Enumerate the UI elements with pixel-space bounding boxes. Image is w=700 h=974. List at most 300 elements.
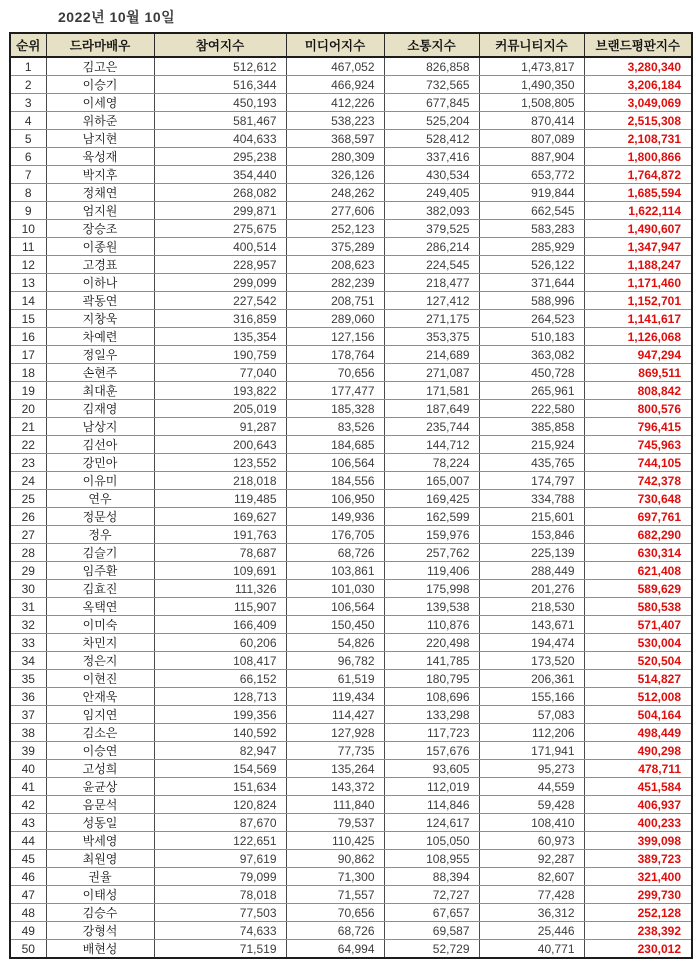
table-row: [10, 562, 692, 580]
community-index-cell: 82,607: [479, 868, 584, 886]
community-index-cell: 662,545: [479, 202, 584, 220]
header-row: [10, 33, 692, 57]
actor-name-cell: 연우: [46, 490, 154, 508]
actor-name-cell: 옥택연: [46, 598, 154, 616]
brand-reputation-index-cell: 1,685,594: [584, 184, 692, 202]
community-index-cell: 173,520: [479, 652, 584, 670]
communication-index-cell: 218,477: [384, 274, 479, 292]
rank-cell: 10: [10, 220, 46, 238]
table-row: [10, 130, 692, 148]
participation-index-cell: 123,552: [154, 454, 286, 472]
actor-name-cell: 손현주: [46, 364, 154, 382]
actor-name-cell: 김선아: [46, 436, 154, 454]
table-row: [10, 112, 692, 130]
table-row: [10, 922, 692, 940]
communication-index-cell: 732,565: [384, 76, 479, 94]
table-row: [10, 940, 692, 959]
participation-index-cell: 512,612: [154, 57, 286, 76]
rank-cell: 15: [10, 310, 46, 328]
media-index-cell: 150,450: [286, 616, 384, 634]
actor-name-cell: 이승연: [46, 742, 154, 760]
table-row: [10, 778, 692, 796]
community-index-cell: 57,083: [479, 706, 584, 724]
table-row: [10, 292, 692, 310]
rank-cell: 34: [10, 652, 46, 670]
table-row: [10, 706, 692, 724]
rank-cell: 29: [10, 562, 46, 580]
participation-index-cell: 190,759: [154, 346, 286, 364]
table-row: [10, 436, 692, 454]
rank-cell: 16: [10, 328, 46, 346]
table-row: [10, 57, 692, 76]
rank-cell: 6: [10, 148, 46, 166]
media-index-cell: 375,289: [286, 238, 384, 256]
participation-index-cell: 450,193: [154, 94, 286, 112]
brand-reputation-index-cell: 869,511: [584, 364, 692, 382]
rank-cell: 18: [10, 364, 46, 382]
communication-index-cell: 235,744: [384, 418, 479, 436]
community-index-cell: 363,082: [479, 346, 584, 364]
table-row: [10, 904, 692, 922]
media-index-cell: 143,372: [286, 778, 384, 796]
media-index-cell: 68,726: [286, 922, 384, 940]
table-row: [10, 310, 692, 328]
actor-name-cell: 정우: [46, 526, 154, 544]
brand-reputation-index-cell: 520,504: [584, 652, 692, 670]
actor-name-cell: 김슬기: [46, 544, 154, 562]
actor-name-cell: 남상지: [46, 418, 154, 436]
media-index-cell: 64,994: [286, 940, 384, 959]
communication-index-cell: 224,545: [384, 256, 479, 274]
media-index-cell: 106,950: [286, 490, 384, 508]
community-index-cell: 95,273: [479, 760, 584, 778]
actor-name-cell: 김승수: [46, 904, 154, 922]
media-index-cell: 149,936: [286, 508, 384, 526]
media-index-cell: 106,564: [286, 454, 384, 472]
community-index-cell: 807,089: [479, 130, 584, 148]
communication-index-cell: 105,050: [384, 832, 479, 850]
participation-index-cell: 108,417: [154, 652, 286, 670]
community-index-cell: 60,973: [479, 832, 584, 850]
rank-cell: 49: [10, 922, 46, 940]
community-index-cell: 334,788: [479, 490, 584, 508]
communication-index-cell: 114,846: [384, 796, 479, 814]
media-index-cell: 326,126: [286, 166, 384, 184]
table-row: [10, 742, 692, 760]
media-index-cell: 77,735: [286, 742, 384, 760]
community-index-cell: 588,996: [479, 292, 584, 310]
media-index-cell: 110,425: [286, 832, 384, 850]
media-index-cell: 68,726: [286, 544, 384, 562]
actor-name-cell: 강민아: [46, 454, 154, 472]
actor-name-cell: 장승조: [46, 220, 154, 238]
communication-index-cell: 826,858: [384, 57, 479, 76]
actor-name-cell: 이하나: [46, 274, 154, 292]
table-row: [10, 814, 692, 832]
table-row: [10, 760, 692, 778]
brand-reputation-index-cell: 406,937: [584, 796, 692, 814]
communication-index-cell: 175,998: [384, 580, 479, 598]
rank-cell: 12: [10, 256, 46, 274]
community-index-cell: 92,287: [479, 850, 584, 868]
community-index-cell: 112,206: [479, 724, 584, 742]
rank-cell: 21: [10, 418, 46, 436]
rank-cell: 30: [10, 580, 46, 598]
brand-reputation-index-cell: 400,233: [584, 814, 692, 832]
participation-index-cell: 200,643: [154, 436, 286, 454]
media-index-cell: 282,239: [286, 274, 384, 292]
table-row: [10, 616, 692, 634]
actor-name-cell: 곽동연: [46, 292, 154, 310]
table-row: [10, 688, 692, 706]
community-index-cell: 887,904: [479, 148, 584, 166]
community-index-cell: 77,428: [479, 886, 584, 904]
communication-index-cell: 286,214: [384, 238, 479, 256]
table-row: [10, 148, 692, 166]
communication-index-cell: 124,617: [384, 814, 479, 832]
communication-index-cell: 249,405: [384, 184, 479, 202]
participation-index-cell: 581,467: [154, 112, 286, 130]
rank-cell: 31: [10, 598, 46, 616]
rank-cell: 4: [10, 112, 46, 130]
brand-reputation-index-cell: 238,392: [584, 922, 692, 940]
actor-name-cell: 이미숙: [46, 616, 154, 634]
rank-cell: 22: [10, 436, 46, 454]
brand-ranking-table: [9, 32, 693, 959]
rank-cell: 45: [10, 850, 46, 868]
brand-reputation-index-cell: 947,294: [584, 346, 692, 364]
community-index-cell: 385,858: [479, 418, 584, 436]
table-row: [10, 400, 692, 418]
brand-reputation-index-cell: 745,963: [584, 436, 692, 454]
table-row: [10, 382, 692, 400]
participation-index-cell: 169,627: [154, 508, 286, 526]
media-index-cell: 280,309: [286, 148, 384, 166]
actor-name-cell: 육성재: [46, 148, 154, 166]
media-index-cell: 111,840: [286, 796, 384, 814]
communication-index-cell: 110,876: [384, 616, 479, 634]
brand-reputation-index-cell: 1,622,114: [584, 202, 692, 220]
community-index-cell: 870,414: [479, 112, 584, 130]
community-index-cell: 206,361: [479, 670, 584, 688]
brand-reputation-index-cell: 299,730: [584, 886, 692, 904]
media-index-cell: 61,519: [286, 670, 384, 688]
brand-reputation-index-cell: 498,449: [584, 724, 692, 742]
participation-index-cell: 135,354: [154, 328, 286, 346]
table-row: [10, 472, 692, 490]
community-index-cell: 201,276: [479, 580, 584, 598]
media-index-cell: 106,564: [286, 598, 384, 616]
rank-cell: 2: [10, 76, 46, 94]
actor-name-cell: 최원영: [46, 850, 154, 868]
rank-cell: 23: [10, 454, 46, 472]
table-row: [10, 454, 692, 472]
rank-cell: 26: [10, 508, 46, 526]
brand-reputation-index-cell: 1,141,617: [584, 310, 692, 328]
participation-index-cell: 299,871: [154, 202, 286, 220]
rank-cell: 48: [10, 904, 46, 922]
column-header-media-index: 미디어지수: [286, 33, 384, 57]
brand-reputation-index-cell: 504,164: [584, 706, 692, 724]
brand-reputation-index-cell: 512,008: [584, 688, 692, 706]
participation-index-cell: 60,206: [154, 634, 286, 652]
participation-index-cell: 205,019: [154, 400, 286, 418]
table-row: [10, 886, 692, 904]
column-header-participation-index: 참여지수: [154, 33, 286, 57]
brand-reputation-index-cell: 589,629: [584, 580, 692, 598]
rank-cell: 8: [10, 184, 46, 202]
rank-cell: 11: [10, 238, 46, 256]
table-header: [10, 33, 692, 57]
rank-cell: 9: [10, 202, 46, 220]
actor-name-cell: 차예련: [46, 328, 154, 346]
table-row: [10, 238, 692, 256]
communication-index-cell: 171,581: [384, 382, 479, 400]
media-index-cell: 252,123: [286, 220, 384, 238]
rank-cell: 36: [10, 688, 46, 706]
communication-index-cell: 78,224: [384, 454, 479, 472]
column-header-rank: 순위: [10, 33, 46, 57]
community-index-cell: 171,941: [479, 742, 584, 760]
participation-index-cell: 151,634: [154, 778, 286, 796]
brand-reputation-index-cell: 389,723: [584, 850, 692, 868]
communication-index-cell: 52,729: [384, 940, 479, 959]
rank-cell: 42: [10, 796, 46, 814]
actor-name-cell: 최대훈: [46, 382, 154, 400]
brand-reputation-index-cell: 490,298: [584, 742, 692, 760]
brand-reputation-index-cell: 1,152,701: [584, 292, 692, 310]
communication-index-cell: 108,696: [384, 688, 479, 706]
communication-index-cell: 677,845: [384, 94, 479, 112]
actor-name-cell: 이종원: [46, 238, 154, 256]
table-row: [10, 256, 692, 274]
community-index-cell: 919,844: [479, 184, 584, 202]
media-index-cell: 127,928: [286, 724, 384, 742]
communication-index-cell: 379,525: [384, 220, 479, 238]
column-header-brand-reputation-index: 브랜드평판지수: [584, 33, 692, 57]
communication-index-cell: 271,175: [384, 310, 479, 328]
brand-reputation-index-cell: 399,098: [584, 832, 692, 850]
media-index-cell: 208,623: [286, 256, 384, 274]
participation-index-cell: 228,957: [154, 256, 286, 274]
brand-reputation-index-cell: 2,515,308: [584, 112, 692, 130]
communication-index-cell: 180,795: [384, 670, 479, 688]
table-row: [10, 634, 692, 652]
rank-cell: 14: [10, 292, 46, 310]
actor-name-cell: 박지후: [46, 166, 154, 184]
participation-index-cell: 122,651: [154, 832, 286, 850]
table-row: [10, 274, 692, 292]
date-title: 2022년 10월 10일: [58, 9, 176, 25]
media-index-cell: 176,705: [286, 526, 384, 544]
brand-reputation-index-cell: 808,842: [584, 382, 692, 400]
community-index-cell: 25,446: [479, 922, 584, 940]
rank-cell: 38: [10, 724, 46, 742]
media-index-cell: 412,226: [286, 94, 384, 112]
rank-cell: 3: [10, 94, 46, 112]
rank-cell: 32: [10, 616, 46, 634]
participation-index-cell: 268,082: [154, 184, 286, 202]
media-index-cell: 90,862: [286, 850, 384, 868]
community-index-cell: 155,166: [479, 688, 584, 706]
community-index-cell: 510,183: [479, 328, 584, 346]
media-index-cell: 103,861: [286, 562, 384, 580]
table-row: [10, 328, 692, 346]
actor-name-cell: 김효진: [46, 580, 154, 598]
rank-cell: 46: [10, 868, 46, 886]
actor-name-cell: 이세영: [46, 94, 154, 112]
communication-index-cell: 133,298: [384, 706, 479, 724]
actor-name-cell: 정일우: [46, 346, 154, 364]
community-index-cell: 36,312: [479, 904, 584, 922]
communication-index-cell: 162,599: [384, 508, 479, 526]
communication-index-cell: 117,723: [384, 724, 479, 742]
rank-cell: 20: [10, 400, 46, 418]
actor-name-cell: 이승기: [46, 76, 154, 94]
communication-index-cell: 157,676: [384, 742, 479, 760]
brand-reputation-index-cell: 742,378: [584, 472, 692, 490]
communication-index-cell: 165,007: [384, 472, 479, 490]
brand-reputation-index-cell: 1,171,460: [584, 274, 692, 292]
rank-cell: 27: [10, 526, 46, 544]
media-index-cell: 368,597: [286, 130, 384, 148]
communication-index-cell: 72,727: [384, 886, 479, 904]
community-index-cell: 435,765: [479, 454, 584, 472]
media-index-cell: 71,300: [286, 868, 384, 886]
brand-reputation-index-cell: 2,108,731: [584, 130, 692, 148]
participation-index-cell: 275,675: [154, 220, 286, 238]
rank-cell: 5: [10, 130, 46, 148]
table-row: [10, 364, 692, 382]
table-row: [10, 508, 692, 526]
actor-name-cell: 강형석: [46, 922, 154, 940]
actor-name-cell: 이유미: [46, 472, 154, 490]
media-index-cell: 127,156: [286, 328, 384, 346]
media-index-cell: 101,030: [286, 580, 384, 598]
community-index-cell: 450,728: [479, 364, 584, 382]
actor-name-cell: 성동일: [46, 814, 154, 832]
brand-reputation-index-cell: 571,407: [584, 616, 692, 634]
communication-index-cell: 93,605: [384, 760, 479, 778]
community-index-cell: 153,846: [479, 526, 584, 544]
media-index-cell: 467,052: [286, 57, 384, 76]
brand-reputation-index-cell: 744,105: [584, 454, 692, 472]
brand-reputation-index-cell: 1,764,872: [584, 166, 692, 184]
actor-name-cell: 김고은: [46, 57, 154, 76]
participation-index-cell: 193,822: [154, 382, 286, 400]
actor-name-cell: 이태성: [46, 886, 154, 904]
participation-index-cell: 218,018: [154, 472, 286, 490]
table-body: [10, 57, 692, 958]
column-header-communication-index: 소통지수: [384, 33, 479, 57]
participation-index-cell: 97,619: [154, 850, 286, 868]
rank-cell: 13: [10, 274, 46, 292]
community-index-cell: 215,601: [479, 508, 584, 526]
participation-index-cell: 119,485: [154, 490, 286, 508]
media-index-cell: 70,656: [286, 904, 384, 922]
communication-index-cell: 337,416: [384, 148, 479, 166]
communication-index-cell: 144,712: [384, 436, 479, 454]
communication-index-cell: 353,375: [384, 328, 479, 346]
community-index-cell: 526,122: [479, 256, 584, 274]
communication-index-cell: 382,093: [384, 202, 479, 220]
community-index-cell: 583,283: [479, 220, 584, 238]
media-index-cell: 538,223: [286, 112, 384, 130]
rank-cell: 7: [10, 166, 46, 184]
community-index-cell: 174,797: [479, 472, 584, 490]
actor-name-cell: 임지연: [46, 706, 154, 724]
participation-index-cell: 166,409: [154, 616, 286, 634]
participation-index-cell: 227,542: [154, 292, 286, 310]
community-index-cell: 59,428: [479, 796, 584, 814]
participation-index-cell: 128,713: [154, 688, 286, 706]
brand-reputation-index-cell: 230,012: [584, 940, 692, 959]
actor-name-cell: 윤균상: [46, 778, 154, 796]
brand-reputation-index-cell: 514,827: [584, 670, 692, 688]
media-index-cell: 96,782: [286, 652, 384, 670]
brand-reputation-index-cell: 3,049,069: [584, 94, 692, 112]
brand-reputation-index-cell: 800,576: [584, 400, 692, 418]
participation-index-cell: 354,440: [154, 166, 286, 184]
brand-reputation-index-cell: 252,128: [584, 904, 692, 922]
brand-reputation-index-cell: 321,400: [584, 868, 692, 886]
actor-name-cell: 고성희: [46, 760, 154, 778]
communication-index-cell: 528,412: [384, 130, 479, 148]
table-row: [10, 202, 692, 220]
community-index-cell: 265,961: [479, 382, 584, 400]
participation-index-cell: 91,287: [154, 418, 286, 436]
actor-name-cell: 차민지: [46, 634, 154, 652]
table-row: [10, 76, 692, 94]
table-row: [10, 670, 692, 688]
brand-reputation-index-cell: 3,280,340: [584, 57, 692, 76]
brand-reputation-index-cell: 796,415: [584, 418, 692, 436]
community-index-cell: 288,449: [479, 562, 584, 580]
media-index-cell: 54,826: [286, 634, 384, 652]
brand-reputation-index-cell: 3,206,184: [584, 76, 692, 94]
media-index-cell: 119,434: [286, 688, 384, 706]
brand-reputation-index-cell: 1,347,947: [584, 238, 692, 256]
participation-index-cell: 66,152: [154, 670, 286, 688]
actor-name-cell: 권율: [46, 868, 154, 886]
table-row: [10, 652, 692, 670]
table-row: [10, 526, 692, 544]
actor-name-cell: 지창욱: [46, 310, 154, 328]
participation-index-cell: 120,824: [154, 796, 286, 814]
brand-reputation-index-cell: 1,800,866: [584, 148, 692, 166]
communication-index-cell: 127,412: [384, 292, 479, 310]
actor-name-cell: 정문성: [46, 508, 154, 526]
rank-cell: 37: [10, 706, 46, 724]
participation-index-cell: 140,592: [154, 724, 286, 742]
community-index-cell: 1,473,817: [479, 57, 584, 76]
table-row: [10, 220, 692, 238]
brand-reputation-index-cell: 630,314: [584, 544, 692, 562]
brand-reputation-index-cell: 730,648: [584, 490, 692, 508]
actor-name-cell: 엄지원: [46, 202, 154, 220]
media-index-cell: 184,685: [286, 436, 384, 454]
participation-index-cell: 400,514: [154, 238, 286, 256]
communication-index-cell: 525,204: [384, 112, 479, 130]
rank-cell: 19: [10, 382, 46, 400]
actor-name-cell: 박세영: [46, 832, 154, 850]
column-header-actor-name: 드라마배우: [46, 33, 154, 57]
media-index-cell: 114,427: [286, 706, 384, 724]
actor-name-cell: 음문석: [46, 796, 154, 814]
communication-index-cell: 430,534: [384, 166, 479, 184]
brand-reputation-index-cell: 1,490,607: [584, 220, 692, 238]
table-row: [10, 832, 692, 850]
